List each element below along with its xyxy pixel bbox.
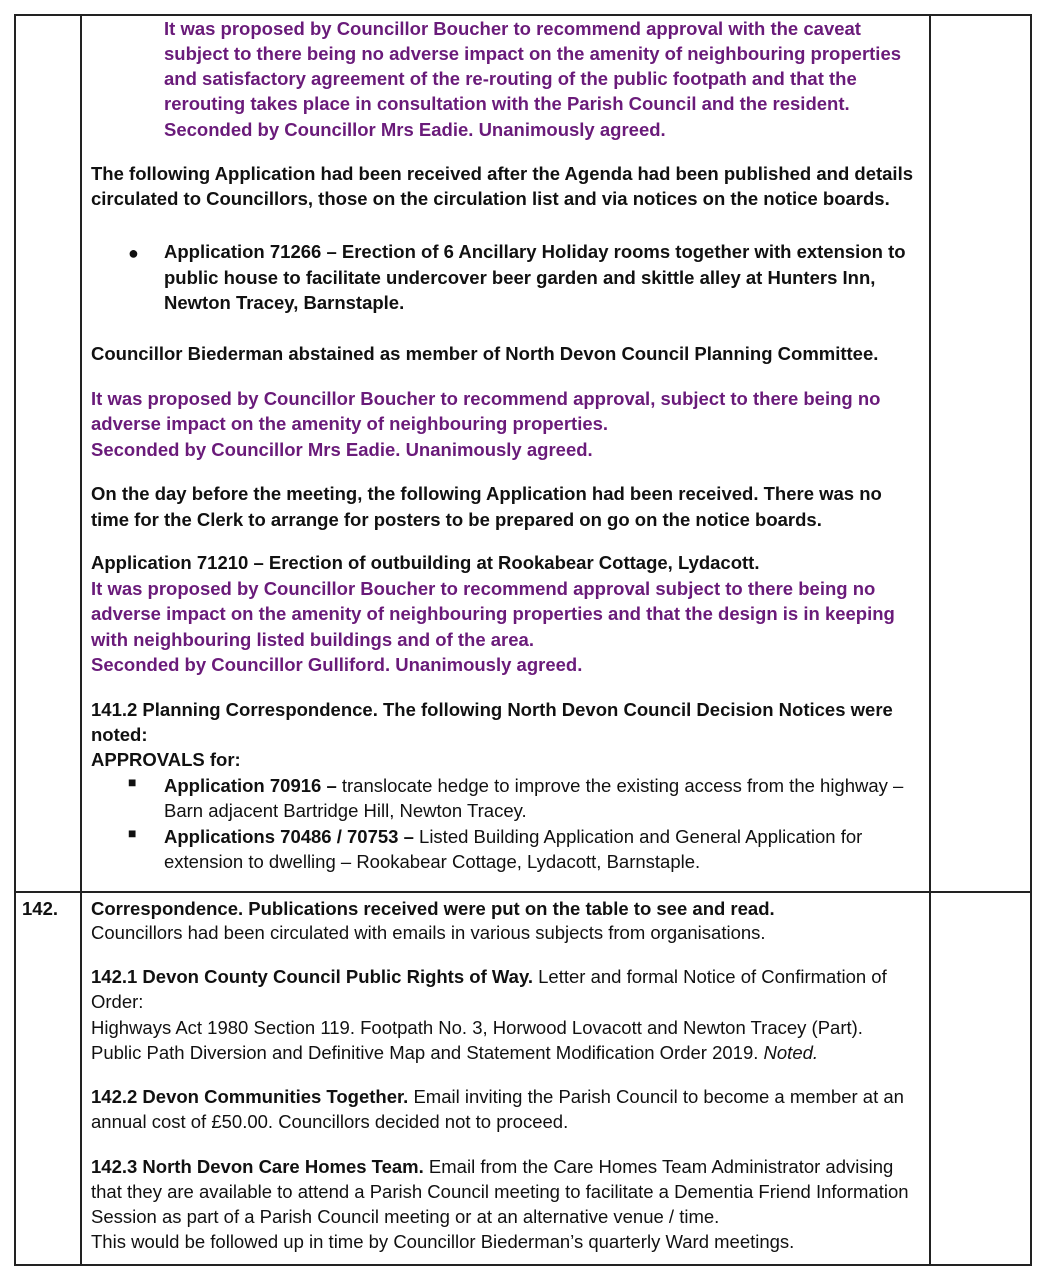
paragraph-line: Order:: [91, 991, 144, 1012]
paragraph-line: On the day before the meeting, the following Application had been received. There was no: [91, 483, 882, 504]
application-line: Application 71266 – Erection of 6 Ancillary Holiday rooms together with extension to: [164, 241, 906, 262]
paragraph-line: Public Path Diversion and Definitive Map and Statement Modification Order 2019. Noted.: [91, 1042, 819, 1063]
abstain-note: Councillor Biederman abstained as member of North Devon Council Planning Committee.: [91, 343, 879, 364]
paragraph-line: time for the Clerk to arrange for posters to be prepared on go on the notice boards.: [91, 509, 822, 530]
paragraph-line: The following Application had been received after the Agenda had been published and details: [91, 163, 913, 184]
bullet-dot-icon: ●: [128, 243, 139, 263]
proposal-line: and satisfactory agreement of the re-routing of the public footpath and that the: [164, 68, 857, 89]
approvals-heading: APPROVALS for:: [91, 749, 241, 770]
proposal-line: Seconded by Councillor Mrs Eadie. Unanimously agreed.: [91, 439, 593, 460]
correspondence-heading: Correspondence. Publications received were put on the table to see and read.: [91, 898, 775, 919]
approval-item: Applications 70486 / 70753 – Listed Building Application and General Application for: [164, 826, 863, 847]
proposal-line: It was proposed by Councillor Boucher to recommend approval subject to there being no: [91, 578, 876, 599]
square-bullet-icon: ■: [128, 774, 137, 790]
column-divider-margin: [929, 14, 931, 1266]
paragraph-line: that they are available to attend a Parish Council meeting to facilitate a Dementia Friend Information: [91, 1181, 909, 1202]
paragraph-line: annual cost of £50.00. Councillors decided not to proceed.: [91, 1111, 569, 1132]
paragraph-line: This would be followed up in time by Councillor Biederman’s quarterly Ward meetings.: [91, 1231, 795, 1252]
approval-item: Application 70916 – translocate hedge to improve the existing access from the highway –: [164, 775, 904, 796]
column-divider-number: [80, 14, 82, 1266]
proposal-line: adverse impact on the amenity of neighbouring properties and that the design is in keeping: [91, 603, 895, 624]
proposal-line: Seconded by Councillor Gulliford. Unanimously agreed.: [91, 654, 583, 675]
item-heading: 142.1 Devon County Council Public Rights of Way. Letter and formal Notice of Confirmation of: [91, 966, 887, 987]
proposal-line: It was proposed by Councillor Boucher to recommend approval, subject to there being no: [91, 388, 881, 409]
planning-heading: noted:: [91, 724, 148, 745]
item-number: 142.: [22, 898, 59, 919]
paragraph-line: Highways Act 1980 Section 119. Footpath No. 3, Horwood Lovacott and Newton Tracey (Part).: [91, 1017, 863, 1038]
application-line: Application 71210 – Erection of outbuilding at Rookabear Cottage, Lydacott.: [91, 552, 760, 573]
square-bullet-icon: ■: [128, 825, 137, 841]
proposal-line: rerouting takes place in consultation with the Parish Council and the resident.: [164, 93, 850, 114]
proposal-line: with neighbouring listed buildings and of the area.: [91, 629, 534, 650]
proposal-line: It was proposed by Councillor Boucher to recommend approval with the caveat: [164, 18, 861, 39]
item-heading: 142.3 North Devon Care Homes Team. Email from the Care Homes Team Administrator advising: [91, 1156, 894, 1177]
item-heading: 142.2 Devon Communities Together. Email inviting the Parish Council to become a member at an: [91, 1086, 904, 1107]
approval-item-line: Barn adjacent Bartridge Hill, Newton Tracey.: [164, 800, 527, 821]
approval-item-line: extension to dwelling – Rookabear Cottage, Lydacott, Barnstaple.: [164, 851, 701, 872]
application-line: public house to facilitate undercover beer garden and skittle alley at Hunters Inn,: [164, 267, 876, 288]
planning-heading: 141.2 Planning Correspondence. The following North Devon Council Decision Notices were: [91, 699, 893, 720]
paragraph-line: Councillors had been circulated with emails in various subjects from organisations.: [91, 922, 766, 943]
proposal-line: subject to there being no adverse impact on the amenity of neighbouring properties: [164, 43, 902, 64]
paragraph-line: circulated to Councillors, those on the circulation list and via notices on the notice boards.: [91, 188, 890, 209]
proposal-line: Seconded by Councillor Mrs Eadie. Unanimously agreed.: [164, 119, 666, 140]
application-line: Newton Tracey, Barnstaple.: [164, 292, 405, 313]
paragraph-line: Session as part of a Parish Council meeting or at an alternative venue / time.: [91, 1206, 720, 1227]
row-divider: [14, 891, 1032, 893]
proposal-line: adverse impact on the amenity of neighbouring properties.: [91, 413, 609, 434]
